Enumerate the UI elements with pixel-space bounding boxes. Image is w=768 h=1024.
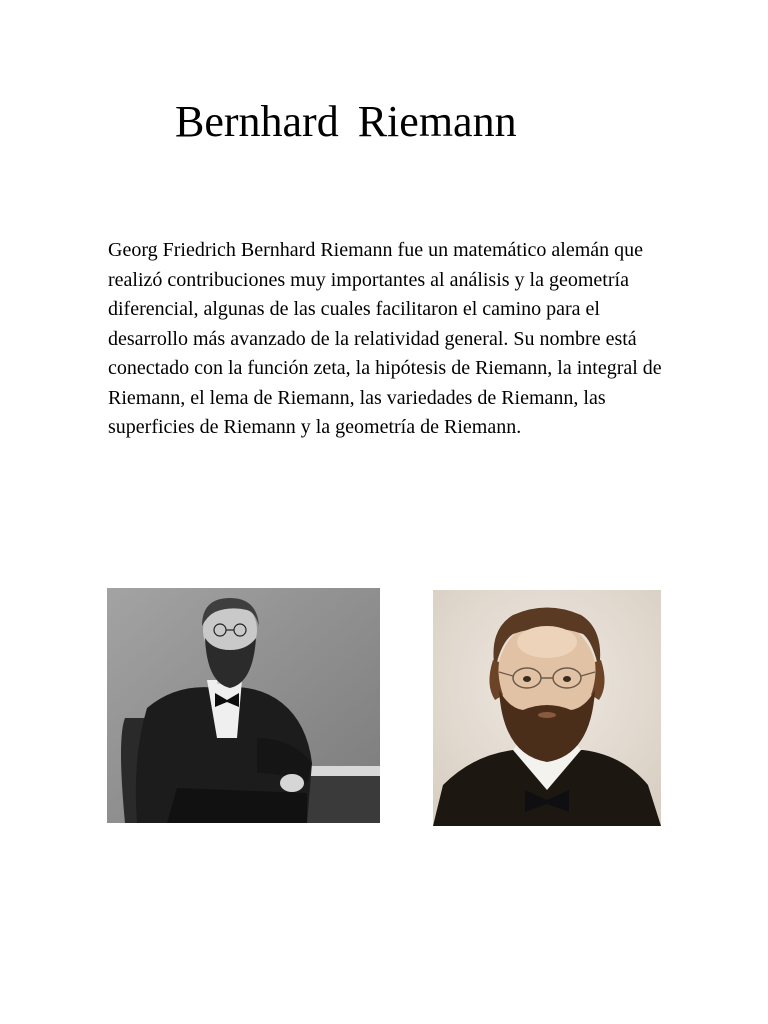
- document-title: Bernhard Riemann: [175, 97, 517, 146]
- riemann-photo-seated-illustration: [107, 588, 380, 823]
- biography-paragraph: Georg Friedrich Bernhard Riemann fue un matemático alemán que realizó contribuciones muy importantes al análisis y la geometría diferencial, algunas de las cuales facilitaron el camino para el desarrollo más avanzado de la relatividad general. Su nombre está conectado con la función zeta, la hipótesis de Riemann, la integral de Riemann, el lema de Riemann, las variedades de Riemann, las superficies de Riemann y la geometría de Riemann.: [108, 239, 662, 438]
- riemann-portrait-color: [433, 590, 661, 826]
- riemann-portrait-color-illustration: [433, 590, 661, 826]
- riemann-photo-seated: [107, 588, 380, 823]
